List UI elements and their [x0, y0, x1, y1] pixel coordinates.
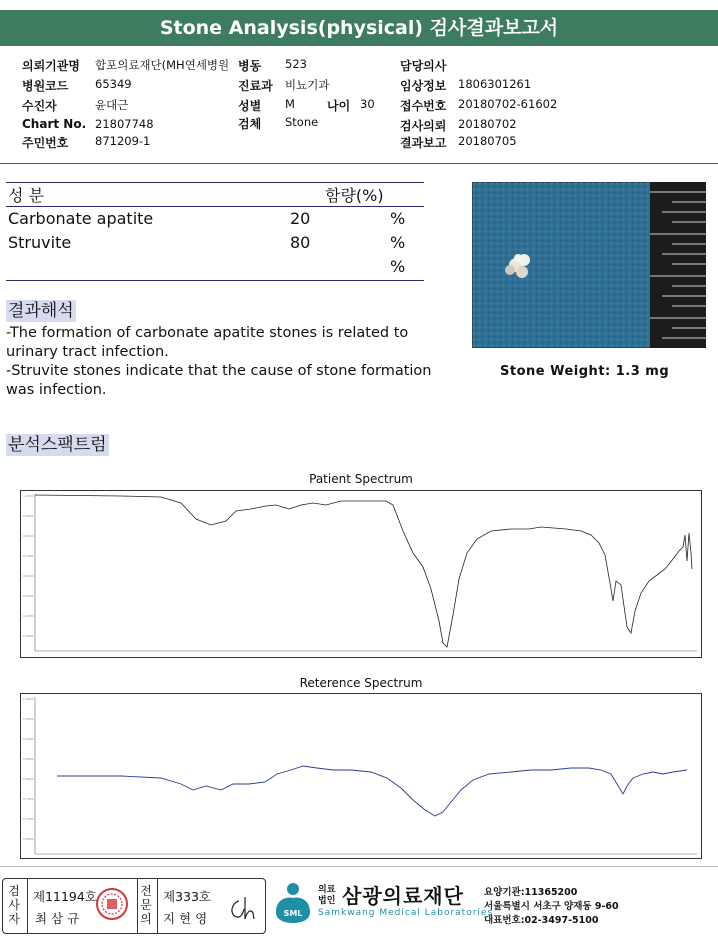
patient-spectrum-title: Patient Spectrum — [309, 472, 413, 486]
svg-text:0.7000: 0.7000 — [23, 817, 34, 821]
clinical-label: 임상정보 — [400, 79, 447, 93]
examiner-divider — [27, 879, 28, 933]
clinical-value: 1806301261 — [458, 77, 532, 91]
org-phone: 대표번호:02-3497-5100 — [484, 915, 599, 926]
reference-spectrum-chart — [20, 693, 702, 859]
patient-spectrum-chart — [20, 490, 702, 658]
request-value: 20180702 — [458, 117, 517, 131]
examiner-seal — [95, 887, 129, 921]
svg-text:0.7500: 0.7500 — [23, 797, 34, 801]
age-label: 나이 — [327, 99, 351, 113]
sex-value: M — [285, 97, 295, 111]
examiner-license: 제11194호 — [33, 889, 97, 904]
id-label: 주민번호 — [22, 136, 69, 150]
age-value: 30 — [360, 97, 375, 111]
svg-text:0.6500: 0.6500 — [23, 837, 34, 841]
request-label: 검사의뢰 — [400, 119, 447, 133]
dept-value: 비뇨기과 — [285, 78, 330, 92]
specimen-value: Stone — [285, 115, 319, 129]
row-1-unit: % — [390, 209, 406, 228]
approver-divider — [157, 879, 158, 933]
footer-divider — [0, 866, 718, 867]
row-1-name: Carbonate apatite — [8, 209, 154, 228]
svg-text:0.8500: 0.8500 — [23, 757, 34, 761]
header-divider — [0, 163, 718, 164]
institution-label: 의뢰기관명 — [22, 59, 80, 73]
sml-logo — [272, 880, 314, 924]
interpretation-title: 결과해석 — [8, 301, 74, 321]
sml-logo-text: SML — [283, 909, 303, 918]
approver-name: 지 현 영 — [163, 911, 208, 926]
interpretation-line-2: -Struvite stones indicate that the cause of stone formation was infection. — [6, 363, 432, 398]
collector-label: 수진자 — [22, 99, 57, 113]
reference-spectrum-title: Reterence Spectrum — [299, 676, 423, 690]
row-2-unit: % — [390, 233, 406, 252]
specimen-label: 검체 — [238, 117, 262, 131]
ward-value: 523 — [285, 57, 307, 71]
table-bottom-rule — [6, 280, 424, 281]
col-component: 성 분 — [8, 186, 44, 205]
org-english: Samkwang Medical Laboratories — [318, 908, 494, 918]
hospital-code-label: 병원코드 — [22, 79, 69, 93]
receipt-label: 접수번호 — [400, 99, 447, 113]
stone-photo — [472, 182, 706, 348]
row-1-value: 20 — [290, 209, 311, 228]
institution-value: 합포의료재단(MH연세병원 — [95, 58, 230, 72]
svg-text:0.8000: 0.8000 — [23, 534, 34, 538]
svg-text:0.8000: 0.8000 — [23, 777, 34, 781]
col-content: 함량(%) — [325, 186, 384, 205]
sex-label: 성별 — [238, 99, 262, 113]
doctor-label: 담당의사 — [400, 59, 447, 73]
spectrum-section-title: 분석스팩트럼 — [8, 435, 107, 455]
svg-text:0.7000: 0.7000 — [23, 554, 34, 558]
row-2-value: 80 — [290, 233, 311, 252]
svg-text:0.5000: 0.5000 — [23, 594, 34, 598]
svg-text:0.6000: 0.6000 — [23, 574, 34, 578]
org-prefix: 의료법인 — [318, 885, 336, 906]
hospital-code-value: 65349 — [95, 77, 132, 91]
dept-label: 진료과 — [238, 79, 273, 93]
row-3-unit: % — [390, 257, 406, 276]
id-value: 871209-1 — [95, 134, 151, 148]
org-name: 삼광의료재단 — [342, 884, 464, 908]
signature-box — [2, 878, 266, 934]
approver-license: 제333호 — [163, 889, 212, 904]
svg-text:0.3000: 0.3000 — [23, 634, 34, 638]
row-2-name: Struvite — [8, 233, 72, 252]
collector-value: 윤대근 — [95, 98, 129, 112]
svg-text:1.0000: 1.0000 — [23, 494, 34, 498]
report-label: 결과보고 — [400, 136, 447, 150]
ward-label: 병동 — [238, 59, 262, 73]
svg-text:0.4000: 0.4000 — [23, 614, 34, 618]
svg-text:0.9500: 0.9500 — [23, 717, 34, 721]
approver-signature — [225, 893, 261, 923]
stone-weight: Stone Weight: 1.3 mg — [500, 364, 670, 379]
approver-divider-left — [137, 879, 138, 933]
org-address: 서울특별시 서초구 양재동 9-60 — [484, 901, 619, 912]
examiner-label: 검사자 — [8, 884, 20, 926]
report-title: Stone Analysis(physical) 검사결과보고서 — [0, 10, 718, 46]
interpretation-line-1: -The formation of carbonate apatite stones is related to urinary tract infection. — [6, 325, 409, 360]
chart-value: 21807748 — [95, 117, 154, 131]
chart-label: Chart No. — [22, 117, 87, 131]
receipt-value: 20180702-61602 — [458, 97, 558, 111]
svg-text:1.0000: 1.0000 — [23, 697, 34, 701]
care-code: 요양기관:11365200 — [484, 887, 578, 898]
svg-text:0.9000: 0.9000 — [23, 514, 34, 518]
svg-text:0.9000: 0.9000 — [23, 737, 34, 741]
report-value: 20180705 — [458, 134, 517, 148]
examiner-name: 최 삼 규 — [35, 911, 80, 926]
approver-label: 전문의 — [140, 884, 152, 926]
table-header-rule — [6, 206, 424, 207]
